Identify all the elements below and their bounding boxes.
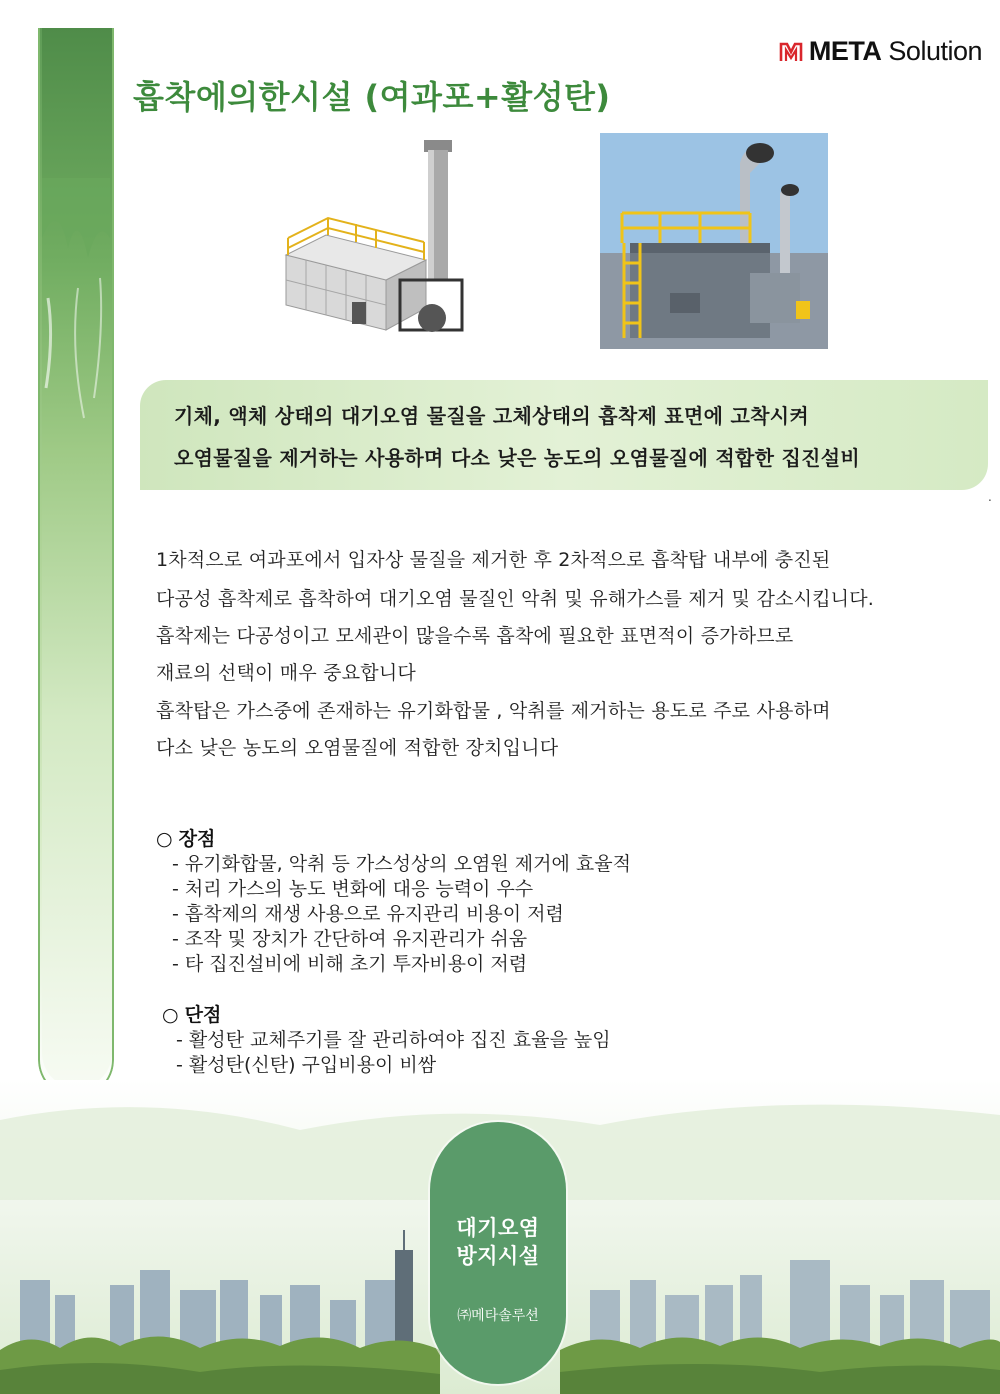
adsorption-tower-installed-photo [600,133,828,349]
meta-m-logo-icon [779,40,803,64]
badge-company: ㈜메타솔루션 [457,1308,539,1324]
cons-item: - 활성탄 교체주기를 잘 관리하여야 집진 효율을 높임 [176,1029,611,1051]
pros-item: - 유기화합물, 악취 등 가스성상의 오염원 제거에 효율적 [172,853,631,875]
badge-line-1: 대기오염 [456,1216,540,1240]
pros-item: - 처리 가스의 농도 변화에 대응 능력이 우수 [172,878,534,900]
banner-line-2: 오염물질을 제거하는 사용하며 다소 낮은 농도의 오염물질에 적합한 집진설비 [174,446,860,470]
page-title: 흡착에의한시설 (여과포+활성탄) [133,78,611,116]
cons-item: - 활성탄(신탄) 구입비용이 비쌈 [176,1054,437,1076]
description-line: 흡착제는 다공성이고 모세관이 많을수록 흡착에 필요한 표면적이 증가하므로 [156,625,794,647]
banner-line-1: 기체, 액체 상태의 대기오염 물질을 고체상태의 흡착제 표면에 고착시켜 [174,404,809,428]
stray-dot: . [988,490,992,504]
brand-logo [779,36,982,67]
cons-heading: ○ 단점 [162,1004,222,1026]
description-line: 다소 낮은 농도의 오염물질에 적합한 장치입니다 [156,737,559,759]
summary-banner [140,380,988,490]
description-line: 흡착탑은 가스중에 존재하는 유기화합물 , 악취를 제거하는 용도로 주로 사용하며 [156,700,831,722]
badge-line-2: 방지시설 [456,1244,540,1268]
pros-item: - 조작 및 장치가 간단하여 유지관리가 쉬움 [172,928,528,950]
pros-bullet-icon: ○ [156,828,173,850]
description-line: 다공성 흡착제로 흡착하여 대기오염 물질인 악취 및 유해가스를 제거 및 감소시킵니다. [156,588,875,610]
pros-heading: ○ 장점 [156,828,216,850]
pros-item: - 타 집진설비에 비해 초기 투자비용이 저렴 [172,953,528,975]
adsorption-tower-3d-render [276,130,476,340]
description-line: 재료의 선택이 매우 중요합니다 [156,662,416,684]
left-decorative-band [38,28,114,1098]
cons-bullet-icon: ○ [162,1004,179,1026]
description-line: 1차적으로 여과포에서 입자상 물질을 제거한 후 2차적으로 흡착탑 내부에 충진된 [156,549,831,571]
logo-text: META Solution [808,36,982,66]
category-badge [430,1122,566,1384]
pros-item: - 흡착제의 재생 사용으로 유지관리 비용이 저렴 [172,903,564,925]
